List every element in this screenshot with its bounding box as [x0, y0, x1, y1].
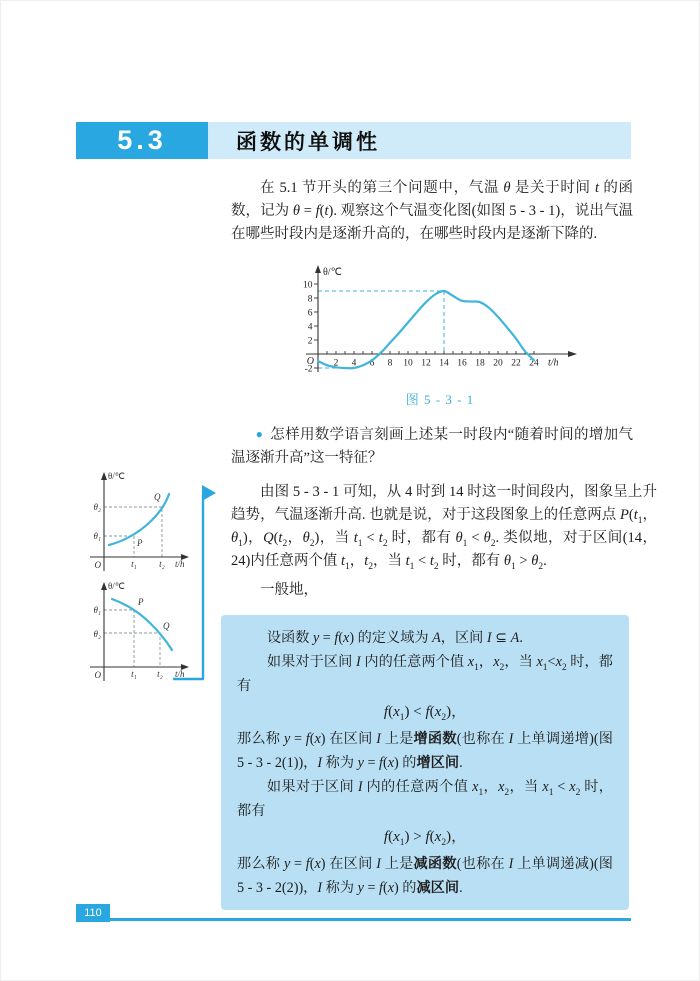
intro-paragraph: 在 5.1 节开头的第三个问题中，气温 θ 是关于时间 t 的函数，记为 θ = f(t). 观察这个气温变化图(如图 5 - 3 - 1)，说出气温在哪些时段内是逐渐升高的，在哪些时段内是逐渐下降的.: [231, 180, 633, 242]
section-title: 函数的单调性: [236, 130, 380, 154]
point-q-label: Q: [163, 621, 170, 631]
bullet-icon: ●: [255, 427, 264, 441]
page-number-badge: 110: [76, 904, 110, 922]
t1-label: t₁: [131, 559, 137, 569]
svg-text:6: 6: [369, 358, 375, 369]
svg-text:8: 8: [307, 294, 313, 305]
point-p-label: P: [137, 538, 143, 548]
analysis-paragraph: 由图 5 - 3 - 1 可知，从 4 时到 14 时这一时间段内，图象呈上升趋势，气温逐渐升高. 也就是说，对于这段图象上的任意两点 $P(t_1$，$\theta_1$)，$Q(t_2$，$\theta_2$)，当 $t_1 < t_2$ 时，都有 $\theta_1 < \theta_2$. 类似地，对于区间(14，24)内任意两个值 $t_1$，$t_2$，当 $t_1 < t_2$ 时，都有 $\theta_1 > \theta_2$.: [231, 484, 658, 572]
decreasing-formula: $f(x_1) > f(x_2)$，: [383, 829, 467, 848]
x-axis-label: t/h: [175, 669, 185, 679]
svg-text:-2: -2: [304, 364, 313, 375]
decreasing-guides: [104, 610, 160, 667]
t2-label: t₂: [159, 559, 165, 569]
origin-label: O: [306, 356, 314, 367]
y-axis-label: θ/℃: [108, 471, 125, 481]
svg-text:8: 8: [387, 358, 393, 369]
point-p-label: P: [138, 597, 144, 607]
point-q-label: Q: [154, 492, 161, 502]
chart-axes: [306, 265, 577, 372]
theta2-label: θ₂: [93, 502, 101, 512]
y-axis-label: θ/℃: [108, 581, 125, 591]
x-axis-label: t/h: [175, 559, 185, 569]
decreasing-condition: 如果对于区间 I 内的任意两个值 $x_1$，$x_2$，当 $x_1 < x_2$ 时，都有: [237, 779, 613, 819]
footer-rule: [110, 918, 631, 921]
question-paragraph: [231, 423, 633, 470]
temperature-curve: [318, 291, 534, 368]
svg-text:14: 14: [439, 358, 449, 369]
definition-setup: 设函数 y = f(x) 的定义域为 A，区间 I ⊆ A.: [266, 630, 523, 646]
theta1-label: θ₁: [93, 605, 101, 615]
svg-text:10: 10: [403, 358, 413, 369]
t1-label: t₁: [131, 669, 137, 679]
svg-text:2: 2: [333, 358, 339, 369]
svg-text:18: 18: [475, 358, 485, 369]
definition-box: [221, 615, 629, 910]
origin-label: O: [94, 560, 101, 570]
svg-text:4: 4: [307, 322, 313, 333]
figure-caption: 图 5 - 3 - 1: [405, 392, 475, 407]
decreasing-definition: 那么称 y = f(x) 在区间 I 上是减函数(也称在 I 上单调递减)(图 5 - 3 - 2(2))，I 称为 y = f(x) 的减区间.: [237, 856, 613, 896]
theta1-label: θ₁: [93, 531, 101, 541]
increasing-condition: 如果对于区间 I 内的任意两个值 $x_1$，$x_2$，当 $x_1<x_2$ 时，都有: [237, 654, 613, 694]
section-number: 5.3: [117, 125, 167, 155]
increasing-guides: [104, 507, 162, 557]
x-axis-label: t/h: [548, 357, 559, 369]
y-ticks: [314, 284, 318, 368]
peak-guide: [318, 291, 444, 354]
svg-text:2: 2: [307, 336, 313, 347]
svg-text:16: 16: [457, 358, 467, 369]
question-text: 怎样用数学语言刻画上述某一时段内“随着时间的增加气温逐渐升高”这一特征？: [231, 427, 634, 466]
svg-text:10: 10: [303, 280, 313, 291]
callout-arrow-icon: [169, 479, 217, 685]
svg-text:6: 6: [307, 308, 313, 319]
svg-text:24: 24: [529, 358, 539, 369]
svg-text:22: 22: [511, 358, 521, 369]
svg-text:4: 4: [351, 358, 357, 369]
section-number-box: [76, 122, 208, 159]
svg-text:20: 20: [493, 358, 503, 369]
t2-label: t₂: [157, 669, 163, 679]
svg-text:12: 12: [421, 358, 431, 369]
generally-paragraph: 一般地，: [260, 582, 318, 598]
theta2-label: θ₂: [93, 629, 101, 639]
temperature-chart: [294, 259, 594, 387]
increasing-formula: $f(x_1) < f(x_2)$，: [383, 704, 467, 723]
section-title-band: [208, 122, 631, 159]
y-axis-label: θ/℃: [323, 267, 342, 278]
origin-label: O: [94, 670, 101, 680]
increasing-definition: 那么称 y = f(x) 在区间 I 上是增函数(也称在 I 上单调递增)(图 5 - 3 - 2(1))，I 称为 y = f(x) 的增区间.: [237, 731, 613, 771]
